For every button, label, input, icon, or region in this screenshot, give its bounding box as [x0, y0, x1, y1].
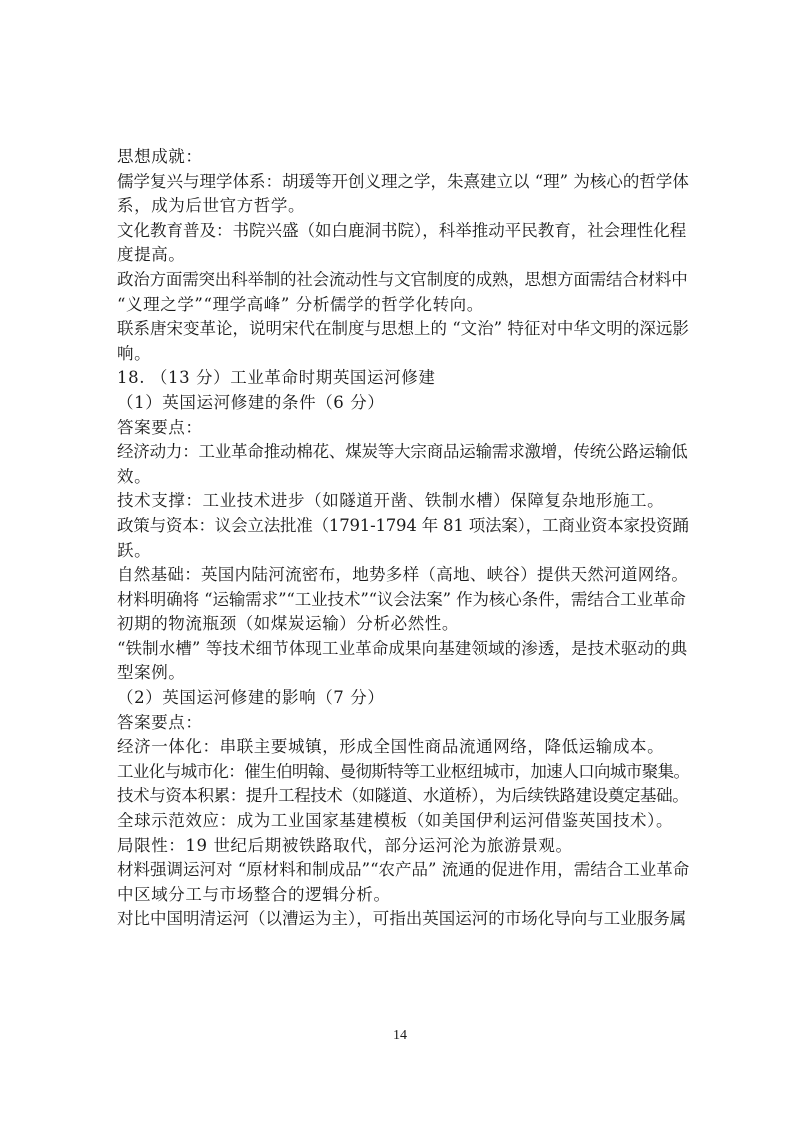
text-line: 文化教育普及：书院兴盛（如白鹿洞书院），科举推动平民教育，社会理性化程 — [117, 220, 687, 240]
text-line: 初期的物流瓶颈（如煤炭运输）分析必然性。 — [117, 614, 459, 634]
text-line: 型案例。 — [117, 663, 186, 683]
text-line: 材料明确将 “运输需求”“工业技术”“议会法案” 作为核心条件，需结合工业革命 — [117, 589, 686, 609]
text-line: 效。 — [117, 466, 152, 486]
text-line: 政策与资本：议会立法批准（1791-1794 年 81 项法案），工商业资本家投资踊 — [117, 515, 689, 535]
text-line: 跃。 — [117, 540, 152, 560]
page-number: 14 — [393, 1028, 407, 1043]
text-line: 政治方面需突出科举制的社会流动性与文官制度的成熟，思想方面需结合材料中 — [117, 269, 688, 289]
text-line: 局限性：19 世纪后期被铁路取代，部分运河沦为旅游景观。 — [117, 835, 573, 855]
text-line: 系，成为后世官方哲学。 — [117, 196, 306, 216]
text-line: 思想成就： — [117, 147, 203, 166]
text-line: 中区域分工与市场整合的逻辑分析。 — [117, 884, 391, 904]
text-line: 工业化与城市化：催生伯明翰、曼彻斯特等工业枢纽城市，加速人口向城市聚集。 — [117, 761, 689, 781]
text-line: 度提高。 — [117, 245, 186, 265]
text-line: 经济动力：工业革命推动棉花、煤炭等大宗商品运输需求激增，传统公路运输低 — [117, 442, 688, 462]
page-body — [117, 145, 689, 932]
text-line: （2）英国运河修建的影响（7 分） — [117, 688, 385, 708]
text-line: 响。 — [117, 343, 152, 363]
text-line: （1）英国运河修建的条件（6 分） — [117, 392, 385, 412]
text-line: 对比中国明清运河（以漕运为主），可指出英国运河的市场化导向与工业服务属 — [117, 909, 687, 929]
text-line: 技术与资本积累：提升工程技术（如隧道、水道桥），为后续铁路建设奠定基础。 — [117, 786, 689, 806]
text-line: 材料强调运河对 “原材料和制成品”“农产品” 流通的促进作用，需结合工业革命 — [117, 860, 689, 880]
text-line: 答案要点： — [117, 712, 203, 732]
text-line: 全球示范效应：成为工业国家基建模板（如美国伊利运河借鉴英国技术）。 — [117, 811, 674, 831]
text-line: “铁制水槽” 等技术细节体现工业革命成果向基建领域的渗透，是技术驱动的典 — [117, 638, 688, 658]
text-line: “义理之学”“理学高峰” 分析儒学的哲学化转向。 — [117, 294, 484, 314]
text-line: 经济一体化：串联主要城镇，形成全国性商品流通网络，降低运输成本。 — [117, 737, 665, 757]
text-line: 技术支撑：工业技术进步（如隧道开凿、铁制水槽）保障复杂地形施工。 — [117, 491, 665, 511]
text-line: 18. （13 分）工业革命时期英国运河修建 — [117, 368, 436, 388]
text-line: 答案要点： — [117, 417, 203, 437]
text-line: 联系唐宋变革论，说明宋代在制度与思想上的 “文治” 特征对中华文明的深远影 — [117, 319, 689, 339]
text-line: 儒学复兴与理学体系：胡瑗等开创义理之学，朱熹建立以 “理” 为核心的哲学体 — [117, 171, 689, 191]
text-line: 自然基础：英国内陆河流密布，地势多样（高地、峡谷）提供天然河道网络。 — [117, 565, 689, 585]
